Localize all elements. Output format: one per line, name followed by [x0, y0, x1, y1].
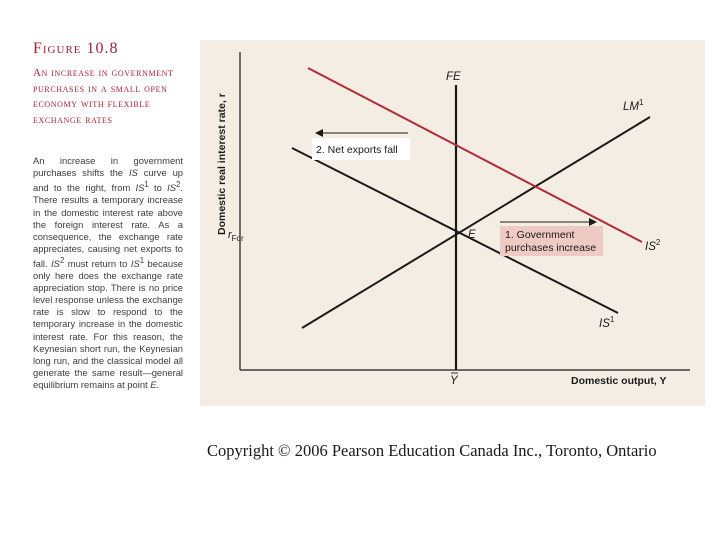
caption-text: .: [156, 378, 160, 390]
caption-text: An increase in government purchases shifts the: [33, 155, 183, 179]
x-axis-label: Domestic output, Y: [571, 375, 667, 387]
y-bar-label: Y: [450, 375, 458, 387]
caption-text: must return to: [64, 258, 131, 269]
diagram-panel: [200, 40, 705, 406]
lm-label: [623, 98, 644, 113]
caption-text: 2: [59, 255, 65, 265]
lm-symbol: LM: [623, 101, 639, 113]
figure-caption: [33, 155, 183, 391]
is1-superscript: 1: [609, 315, 615, 324]
caption-text: 2: [176, 180, 181, 190]
is-lm-fe-diagram: [200, 40, 705, 406]
is2-symbol: IS: [645, 241, 656, 253]
caption-text: to: [148, 182, 168, 194]
is1-symbol: IS: [599, 318, 610, 330]
caption-text: curve up and to the right, from: [33, 167, 184, 194]
caption-text: IS: [135, 182, 145, 194]
caption-text: 1: [144, 180, 149, 190]
caption-text: E: [150, 378, 157, 390]
figure-number: Figure 10.8: [33, 40, 119, 57]
caption-text: IS: [130, 258, 140, 269]
fe-label: FE: [446, 71, 461, 83]
caption-text: because only here does the exchange rate appreciation stop. There is no price level response unless the exchange rate is slow to respond to the temporary increase in the domestic interest rate. For this reason, the Keynesian short run, the Keynesian long run, and the classical model all generate the same result—general equilibrium remains at point: [33, 258, 183, 390]
caption-text: . There results a temporary increase in the domestic interest rate above the foreign interest rate. As a consequence, the exchange rate appreciates, causing net exports to fall.: [33, 182, 183, 269]
figure-caption-panel: [0, 0, 200, 540]
is1-label: [599, 315, 615, 330]
annotation-2-text: 2. Net exports fall: [316, 144, 398, 156]
point-e-label: E: [468, 229, 476, 241]
caption-text: IS: [167, 182, 177, 194]
is2-superscript: 2: [655, 238, 661, 247]
r-for-label: [228, 229, 244, 243]
is2-label: [645, 238, 661, 253]
y-axis-label: Domestic real interest rate, r: [216, 93, 228, 235]
r-for-symbol: r: [228, 229, 232, 241]
copyright-notice: Copyright © 2006 Pearson Education Canada Inc., Toronto, Ontario: [207, 441, 657, 460]
caption-text: IS: [128, 167, 138, 179]
annotation-1-line-1: 1. Government: [505, 229, 575, 241]
r-for-subscript: For: [231, 234, 244, 243]
annotation-1-line-2: purchases increase: [505, 242, 597, 254]
figure-title: An increase in government purchases in a small open economy with flexible exchange rates: [33, 67, 174, 126]
caption-text: IS: [51, 258, 60, 269]
lm-superscript: 1: [638, 98, 644, 107]
caption-text: 1: [139, 255, 145, 265]
